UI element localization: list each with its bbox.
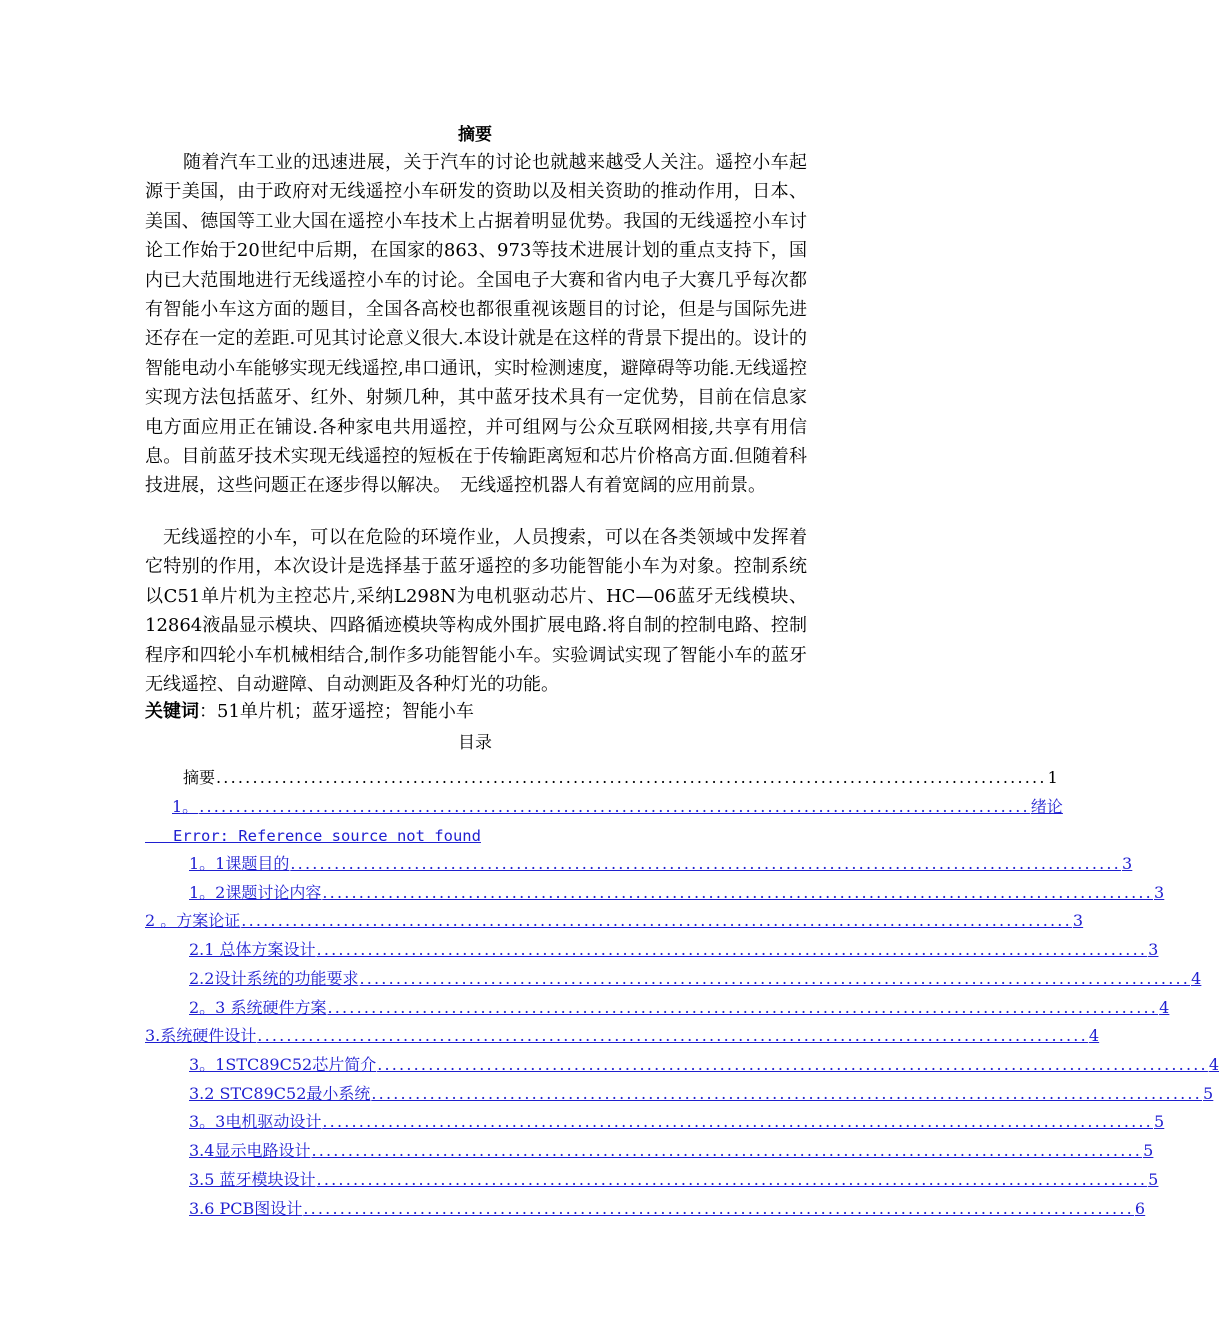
keywords-label: 关键词 xyxy=(145,701,199,722)
toc-entry-page: 5 xyxy=(1153,1112,1165,1131)
toc-entry-label: 3.5 蓝牙模块设计 xyxy=(189,1170,316,1189)
toc-leader-dots: .................................................................................................................. xyxy=(322,883,1153,902)
toc-entry-label: 1。2课题讨论内容 xyxy=(189,883,322,902)
toc-entry-1-1[interactable] xyxy=(189,853,1133,875)
toc-entry-label: 摘要 xyxy=(183,768,216,787)
toc-entry-page: 3 xyxy=(1121,854,1133,873)
toc-entry-3-5[interactable] xyxy=(189,1169,1159,1191)
abstract-paragraph-1: 随着汽车工业的迅速进展，关于汽车的讨论也就越来越受人关注。遥控小车起源于美国，由于政府对无线遥控小车研发的资助以及相关资助的推动作用，日本、美国、德国等工业大国在遥控小车技术上占据着明显优势。我国的无线遥控小车讨论工作始于20世纪中后期，在国家的863、973等技术进展计划的重点支持下，国内已大范围地进行无线遥控小车的讨论。全国电子大赛和省内电子大赛几乎每次都有智能小车这方面的题目，全国各高校也都很重视该题目的讨论，但是与国际先进还存在一定的差距.可见其讨论意义很大.本设计就是在这样的背景下提出的。设计的智能电动小车能够实现无线遥控,串口通讯，实时检测速度，避障碍等功能.无线遥控实现方法包括蓝牙、红外、射频几种，其中蓝牙技术具有一定优势，目前在信息家电方面应用正在铺设.各种家电共用遥控，并可组网与公众互联网相接,共享有用信息。目前蓝牙技术实现无线遥控的短板在于传输距离短和芯片价格高方面.但随着科技进展，这些问题正在逐步得以解决。 无线遥控机器人有着宽阔的应用前景。 xyxy=(145,152,807,497)
toc-entry-abstract[interactable] xyxy=(183,767,1058,789)
toc-entry-label: 1。 xyxy=(172,797,199,816)
toc-entry-2-2[interactable] xyxy=(189,968,1202,990)
toc-entry-3-6[interactable] xyxy=(189,1198,1146,1220)
toc-entry-label: 3.6 PCB图设计 xyxy=(189,1199,303,1218)
toc-entry-label: 2.2设计系统的功能要求 xyxy=(189,969,359,988)
toc-entry-1-2[interactable] xyxy=(189,882,1165,904)
toc-leader-dots: .................................................................................................................. xyxy=(257,1026,1088,1045)
toc-entry-page: 3 xyxy=(1148,940,1159,959)
toc-leader-dots: .................................................................................................................. xyxy=(316,1170,1148,1189)
toc-leader-dots: .................................................................................................................. xyxy=(371,1084,1202,1103)
toc-entry-label: 3.2 STC89C52最小系统 xyxy=(189,1084,371,1103)
toc-entry-page: 6 xyxy=(1134,1199,1146,1218)
toc-entry-page: 5 xyxy=(1202,1084,1214,1103)
toc-leader-dots: .................................................................................................................. xyxy=(377,1055,1208,1074)
toc-entry-label: 3。3电机驱动设计 xyxy=(189,1112,322,1131)
toc-entry-3[interactable] xyxy=(145,1025,1100,1047)
toc-entry-label: 3.系统硬件设计 xyxy=(145,1026,257,1045)
toc-entry-label: 2。3 系统硬件方案 xyxy=(189,998,327,1017)
toc-reference-error[interactable]: Error: Reference source not found xyxy=(145,827,481,845)
toc-entry-page: 5 xyxy=(1148,1170,1159,1189)
toc-entry-2-3[interactable] xyxy=(189,997,1170,1019)
toc-entry-3-1[interactable] xyxy=(189,1054,1219,1076)
abstract-paragraph-2: 无线遥控的小车，可以在危险的环境作业，人员搜索，可以在各类领域中发挥着它特别的作用，本次设计是选择基于蓝牙遥控的多功能智能小车为对象。控制系统以C51单片机为主控芯片,采纳L298N为电机驱动芯片、HC—06蓝牙无线模块、12864液晶显示模块、四路循迹模块等构成外围扩展电路.将自制的控制电路、控制程序和四轮小车机械相结合,制作多功能智能小车。实验调试实现了智能小车的蓝牙无线遥控、自动避障、自动测距及各种灯光的功能。 xyxy=(145,527,807,696)
toc-entry-3-2[interactable] xyxy=(189,1083,1214,1105)
toc-leader-dots: .................................................................................................................. xyxy=(241,911,1072,930)
toc-entry-label: 3。1STC89C52芯片简介 xyxy=(189,1055,377,1074)
toc-leader-dots: .................................................................................................................. xyxy=(303,1199,1134,1218)
toc-leader-dots: .................................................................................................................. xyxy=(359,969,1191,988)
toc-entry-label: 2 。方案论证 xyxy=(145,911,241,930)
toc-leader-dots: .................................................................................................................. xyxy=(216,768,1047,787)
toc-leader-dots: .................................................................................................................. xyxy=(316,940,1148,959)
toc-entry-3-4[interactable] xyxy=(189,1140,1154,1162)
toc-leader-dots: .................................................................................................................. xyxy=(322,1112,1153,1131)
toc-leader-dots: .................................................................................................................. xyxy=(199,797,1030,816)
toc-leader-dots: .................................................................................................................. xyxy=(327,998,1159,1017)
toc-entry-page: 4 xyxy=(1159,998,1170,1017)
toc-entry-page: 3 xyxy=(1072,911,1084,930)
toc-entry-label: 1。1课题目的 xyxy=(189,854,290,873)
toc-entry-page: 4 xyxy=(1208,1055,1219,1074)
toc-entry-label: 2.1 总体方案设计 xyxy=(189,940,316,959)
toc-entry-2[interactable] xyxy=(145,910,1084,932)
toc-entry-page: 1 xyxy=(1047,768,1058,787)
toc-entry-1[interactable] xyxy=(172,796,1063,818)
toc-entry-page: 绪论 xyxy=(1030,797,1063,816)
toc-entry-3-3[interactable] xyxy=(189,1111,1165,1133)
toc-entry-2-1[interactable] xyxy=(189,939,1159,961)
toc-entry-page: 4 xyxy=(1191,969,1202,988)
toc-entry-page: 5 xyxy=(1143,1141,1154,1160)
keywords-text: ：51单片机；蓝牙遥控；智能小车 xyxy=(199,701,474,722)
toc-entry-page: 3 xyxy=(1153,883,1165,902)
toc-entry-label: 3.4显示电路设计 xyxy=(189,1141,311,1160)
toc-title: 目录 xyxy=(458,733,492,753)
toc-entry-page: 4 xyxy=(1088,1026,1100,1045)
toc-leader-dots: .................................................................................................................. xyxy=(290,854,1121,873)
toc-leader-dots: .................................................................................................................. xyxy=(311,1141,1143,1160)
abstract-title: 摘要 xyxy=(458,125,492,145)
